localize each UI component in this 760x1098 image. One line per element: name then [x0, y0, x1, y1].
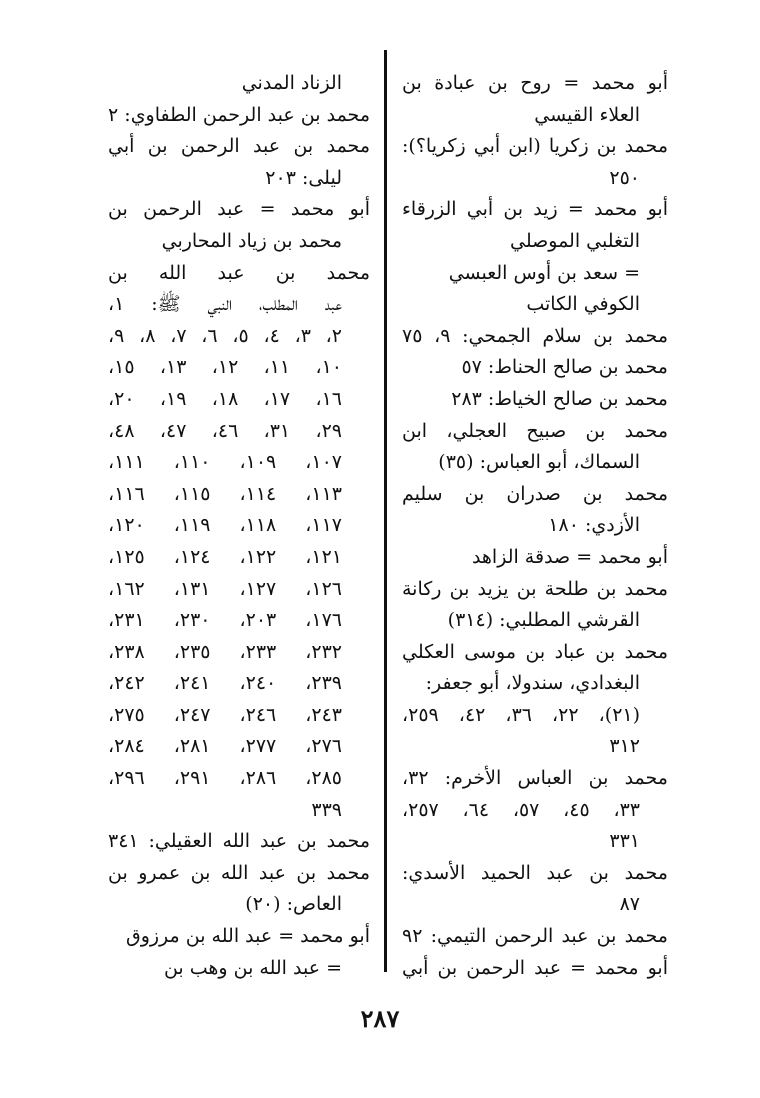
index-line: محمد بن عبد الرحمن الطفاوي: ٢ [108, 103, 370, 126]
index-line: محمد بن عبد الله العقيلي: ٣٤١ [108, 830, 370, 853]
index-line: ١٠٧، ١٠٩، ١١٠، ١١١، [108, 451, 343, 474]
index-line: محمد بن عبد الله بن [108, 261, 370, 284]
index-line: = عبد الله بن وهب بن [163, 956, 342, 979]
index-line: ليلى: ٢٠٣ [265, 166, 342, 189]
index-line: ٣٣، ٤٥، ٥٧، ٦٤، ٢٥٧، [402, 798, 641, 821]
index-line: العاص: (٢٠) [245, 893, 342, 916]
page-number: ٢٨٧ [360, 1004, 400, 1033]
index-line: ٣٣١ [609, 830, 640, 853]
index-line: محمد بن عبد الرحمن بن أبي [108, 135, 370, 158]
index-line: السماك، أبو العباس: (٣٥) [438, 451, 640, 474]
index-line: ٢٥٠ [609, 166, 640, 189]
index-line: أبو محمد = صدقة الزاهد [471, 545, 668, 568]
index-line: البغدادي، سندولا، أبو جعفر: [425, 672, 640, 695]
index-line: ٢٧٦، ٢٧٧، ٢٨١، ٢٨٤، [108, 735, 343, 758]
index-line: محمد بن صدران بن سليم [402, 482, 668, 505]
index-line: ٢٣٢، ٢٣٣، ٢٣٥، ٢٣٨، [108, 640, 343, 663]
index-line: ٣٣٩ [311, 798, 342, 821]
index-line: ٢٣٩، ٢٤٠، ٢٤١، ٢٤٢، [108, 672, 343, 695]
index-line: محمد بن سلام الجمحي: ٩، ٧٥ [402, 324, 668, 347]
index-line: محمد بن زكريا (ابن أبي زكريا؟): [402, 135, 668, 158]
index-line: ٢٩، ٣١، ٤٦، ٤٧، ٤٨، [108, 419, 342, 442]
index-line: ٨٧ [619, 893, 640, 916]
index-line: محمد بن صبيح العجلي، ابن [402, 419, 668, 442]
index-column-left [108, 68, 370, 984]
index-line: محمد بن عباد بن موسى العكلي [402, 640, 668, 663]
index-line: العلاء القيسي [534, 103, 640, 126]
index-line: أبو محمد = عبد الرحمن بن أبي [402, 956, 668, 979]
index-line: ٢٤٣، ٢٤٦، ٢٤٧، ٢٧٥، [108, 703, 343, 726]
index-line: أبو محمد = عبد الله بن مرزوق [125, 925, 370, 948]
index-line: = سعد بن أوس العبسي [448, 261, 640, 284]
index-column-right [402, 68, 668, 984]
index-line: أبو محمد = روح بن عبادة بن [402, 72, 668, 94]
index-line: ١٢٦، ١٢٧، ١٣١، ١٦٢، [108, 577, 343, 600]
index-line: محمد بن صالح الحناط: ٥٧ [461, 356, 668, 379]
index-line: القرشي المطلبي: (٣١٤) [447, 609, 640, 632]
index-line: محمد بن عبد الرحمن التيمي: ٩٢ [402, 925, 668, 948]
index-line: التغلبي الموصلي [510, 229, 640, 252]
index-line: ١١٧، ١١٨، ١١٩، ١٢٠، [108, 514, 343, 537]
index-line: محمد بن صالح الخياط: ٢٨٣ [451, 387, 668, 410]
column-divider [384, 50, 387, 972]
index-line: الزناد المدني [241, 72, 342, 94]
index-line: (٢١)، ٢٢، ٣٦، ٤٢، ٢٥٩، [402, 703, 641, 726]
index-line: ١١٣، ١١٤، ١١٥، ١١٦، [108, 482, 343, 505]
index-line: الكوفي الكاتب [526, 293, 640, 316]
index-line: أبو محمد = زيد بن أبي الزرقاء [402, 198, 668, 221]
index-line: محمد بن زياد المحاربي [161, 229, 342, 252]
index-line: ١٢١، ١٢٢، ١٢٤، ١٢٥، [108, 545, 343, 568]
index-line: محمد بن عبد الحميد الأسدي: [402, 861, 668, 884]
index-line: الأزدي: ١٨٠ [548, 514, 640, 537]
index-line: ١٦، ١٧، ١٨، ١٩، ٢٠، [108, 387, 342, 410]
index-line: ٢٨٥، ٢٨٦، ٢٩١، ٢٩٦، [108, 767, 343, 790]
index-line: عبد المطلب، النبي ﷺ: ١، [108, 293, 342, 316]
index-line: ٢، ٣، ٤، ٥، ٦، ٧، ٨، ٩، [108, 324, 343, 347]
index-line: أبو محمد = عبد الرحمن بن [108, 198, 370, 221]
index-line: ١٠، ١١، ١٢، ١٣، ١٥، [108, 356, 342, 379]
index-line: ١٧٦، ٢٠٣، ٢٣٠، ٢٣١، [108, 609, 343, 632]
index-line: ٣١٢ [609, 735, 640, 758]
index-line: محمد بن طلحة بن يزيد بن ركانة [402, 577, 668, 600]
index-line: محمد بن عبد الله بن عمرو بن [108, 861, 370, 884]
index-line: محمد بن العباس الأخرم: ٣٢، [402, 767, 668, 790]
